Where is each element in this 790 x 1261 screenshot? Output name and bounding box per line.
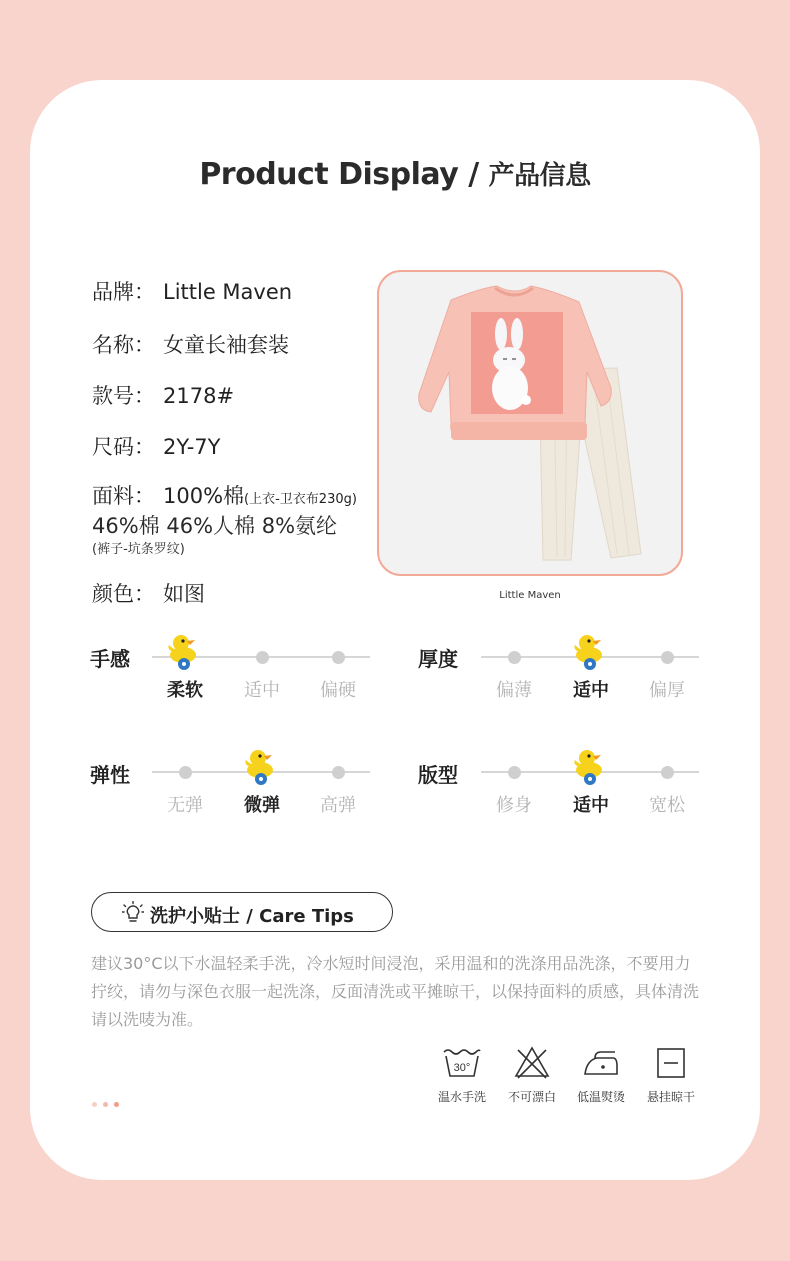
- outfit-illustration: [379, 272, 681, 574]
- hang-dry-icon: [651, 1046, 691, 1080]
- scale-title: 手感: [90, 647, 130, 671]
- page-dots: [92, 1092, 125, 1111]
- care-item-wash: 30° 温水手洗: [431, 1046, 493, 1105]
- scale-option: 偏硬: [320, 680, 356, 701]
- color-row: 颜色： 如图: [92, 582, 205, 606]
- dot: [114, 1102, 119, 1107]
- fabric-pants-composition: 46%棉 46%人棉 8%氨纶: [92, 514, 338, 538]
- scale-option: 微弹: [244, 795, 280, 816]
- wash-30-icon: [442, 1046, 482, 1080]
- product-photo: [377, 270, 683, 576]
- page-title: Product Display / 产品信息: [199, 157, 591, 192]
- scale-dot: [661, 651, 674, 664]
- size-row: 尺码： 2Y-7Y: [92, 435, 221, 459]
- duck-marker-icon: [167, 632, 203, 672]
- scale-title: 版型: [418, 763, 458, 787]
- scale-option: 适中: [573, 795, 609, 816]
- duck-marker-icon: [573, 747, 609, 787]
- scale-dot: [508, 766, 521, 779]
- care-item-bleach: 不可漂白: [501, 1046, 563, 1105]
- care-item-iron: 低温熨烫: [570, 1046, 632, 1105]
- care-tips-pill: 洗护小贴士 / Care Tips: [91, 892, 393, 932]
- dot: [92, 1102, 97, 1107]
- scale-option: 适中: [573, 680, 609, 701]
- scale-option: 偏厚: [649, 680, 685, 701]
- scale-option: 高弹: [320, 795, 356, 816]
- scale-option: 宽松: [649, 795, 685, 816]
- brand-row: 品牌： Little Maven: [92, 280, 293, 304]
- scale-option: 适中: [244, 680, 280, 701]
- svg-text:30°: 30°: [453, 1062, 471, 1074]
- low-iron-icon: [581, 1046, 621, 1080]
- duck-marker-icon: [244, 747, 280, 787]
- care-instructions: 建议30°C以下水温轻柔手洗，冷水短时间浸泡，采用温和的洗涤用品洗涤，不要用力拧绞，请勿与深色衣服一起洗涤，反面清洗或平摊晾干，以保持面料的质感，具体清洗请以洗唛为准。: [91, 954, 700, 1029]
- scale-option: 柔软: [167, 680, 203, 701]
- scale-dot: [332, 766, 345, 779]
- duck-marker-icon: [573, 632, 609, 672]
- scale-dot: [332, 651, 345, 664]
- scale-option: 偏薄: [496, 680, 532, 701]
- scale-dot: [508, 651, 521, 664]
- scale-option: 修身: [496, 795, 532, 816]
- scale-dot: [661, 766, 674, 779]
- lightbulb-icon: [122, 901, 144, 925]
- scale-title: 弹性: [90, 763, 130, 787]
- care-item-hang: 悬挂晾干: [640, 1046, 702, 1105]
- name-row: 名称： 女童长袖套装: [92, 333, 289, 357]
- scale-title: 厚度: [418, 647, 458, 671]
- style-number-row: 款号： 2178#: [92, 384, 235, 408]
- fabric-row: 面料： 100%棉(上衣-卫衣布230g): [92, 484, 357, 508]
- no-bleach-icon: [512, 1046, 552, 1080]
- dot: [103, 1102, 108, 1107]
- photo-caption: Little Maven: [499, 590, 561, 601]
- scale-dot: [179, 766, 192, 779]
- scale-dot: [256, 651, 269, 664]
- fabric-pants-note: (裤子-坑条罗纹): [92, 542, 185, 557]
- scale-option: 无弹: [167, 795, 203, 816]
